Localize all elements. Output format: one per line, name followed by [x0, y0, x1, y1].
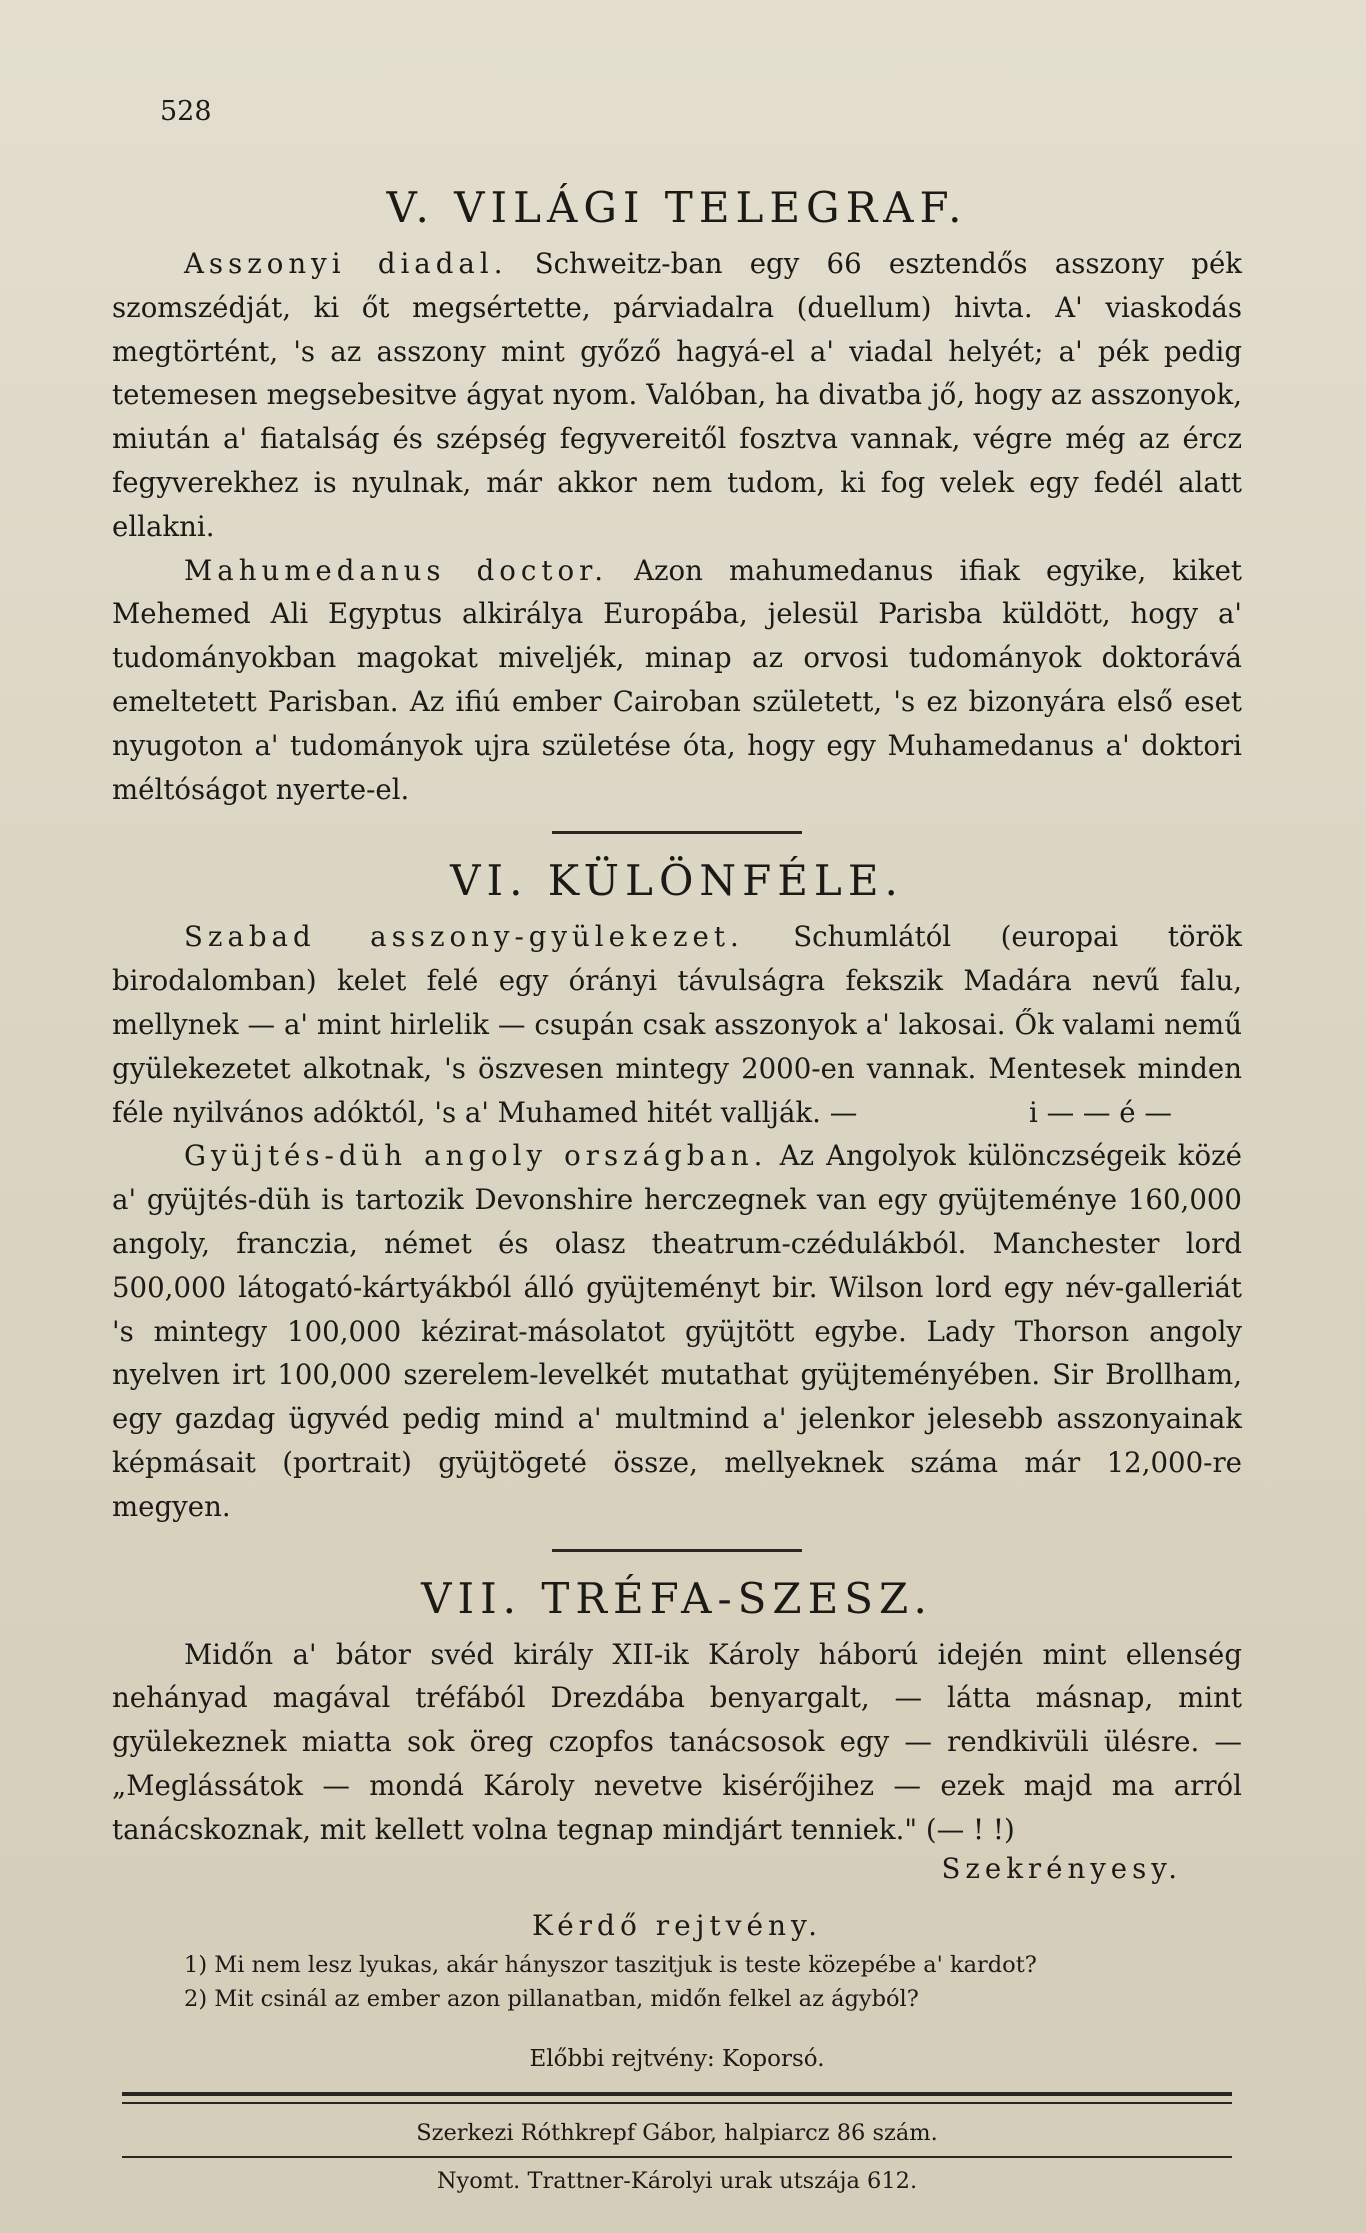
article-text: Midőn a' bátor svéd király XII-ik Károly háború idején mint ellenség nehányad magával tréfából Drezdába benyargalt, — látta másnap, mint gyülekeznek miatta sok öreg czopfos tanácsosok egy — rendkivüli ülésre. — „Meglássátok — mondá Károly nevetve kisérőjihez — ezek majd ma arról tanácskoznak, mit kellett volna tegnap mindjárt tenniek." (— ! !)	[112, 1637, 1242, 1846]
article-title: Asszonyi diadal.	[184, 247, 508, 280]
imprint-editor: Szerkezi Róthkrepf Gábor, halpiarcz 86 szám.	[416, 2119, 938, 2146]
riddle-item: 2) Mit csinál az ember azon pillanatban, midőn felkel az ágyból?	[184, 1985, 919, 2012]
article-trefa	[112, 1633, 1242, 1852]
article-mahumedanus-doctor	[112, 549, 1242, 812]
article-text: Schumlától (europai török birodalomban) kelet felé egy órányi távulságra fekszik Madára nevű falu, mellynek — a' mint hirlelik — csupán csak asszonyok a' lakosai. Ők valami nemű gyülekezetet alkotnak, 's öszvesen mintegy 2000-en vannak. Mentesek minden féle nyilvános adóktól, 's a' Muhamed hitét vallják. —	[112, 920, 1242, 1129]
previous-riddle-answer: Előbbi rejtvény: Koporsó.	[529, 2045, 825, 2072]
article-signature: i — — é —	[1028, 1095, 1172, 1129]
page-number: 528	[160, 96, 212, 127]
article-gyujtes-duh	[112, 1134, 1242, 1528]
section-heading-vi: VI. KÜLÖNFÉLE.	[450, 856, 904, 906]
riddle-item: 1) Mi nem lesz lyukas, akár hányszor taszitjuk is teste közepébe a' kardot?	[184, 1951, 1037, 1978]
article-text: Azon mahumedanus ifiak egyike, kiket Mehemed Ali Egyptus alkirálya Europába, jelesül Parisba küldött, hogy a' tudományokban magokat miveljék, minap az orvosi tudományok doktorává emeltetett Parisban. Az ifiú ember Cairoban született, 's ez bizonyára első eset nyugoton a' tudományok ujra születése óta, hogy egy Muhamedanus a' doktori méltóságot nyerte-el.	[112, 553, 1242, 806]
imprint	[112, 2114, 1242, 2200]
article-title: Gyüjtés-düh angoly országban.	[184, 1139, 768, 1173]
imprint-divider	[122, 2092, 1232, 2096]
riddle-list	[112, 1948, 1242, 2016]
article-text: Az Angolyok különczségeik közé a' gyüjtés-düh is tartozik Devonshire herczegnek van egy gyüjteménye 160,000 angoly, franczia, német és olasz theatrum-czédulákból. Manchester lord 500,000 látogató-kártyákból álló gyüjteményt bir. Wilson lord egy név-galleriát 's mintegy 100,000 kézirat-másolatot gyüjtött egybe. Lady Thorson angoly nyelven irt 100,000 szerelem-levelkét mutathat gyüjteményében. Sir Brollham, egy gazdag ügyvéd pedig mind a' multmind a' jelenkor jelesebb asszonyainak képmásait (portrait) gyüjtögeté össze, mellyeknek száma már 12,000-re megyen.	[112, 1139, 1242, 1523]
article-szabad-asszony-gyulekezet	[112, 915, 1242, 1134]
article-title: Szabad asszony-gyülekezet.	[184, 920, 744, 954]
article-title: Mahumedanus doctor.	[184, 553, 608, 587]
imprint-divider-thin	[122, 2102, 1232, 2104]
section-heading-v: V. VILÁGI TELEGRAF.	[386, 183, 968, 232]
article-text: Schweitz-ban egy 66 esztendős asszony pék szomszédját, ki őt megsértette, párviadalra (duellum) hivta. A' viaskodás megtörtént, 's az asszony mint győző hagyá-el a' viadal helyét; a' pék pedig tetemesen megsebesitve ágyat nyom. Valóban, ha divatba jő, hogy az asszonyok, miután a' fiatalság és szépség fegyvereitől fosztva vannak, végre még az ércz fegyverekhez is nyulnak, már akkor nem tudom, ki fog velek egy fedél alatt ellakni.	[112, 247, 1243, 543]
author-signature: Szekrényesy.	[941, 1851, 1182, 1885]
imprint-printer: Nyomt. Trattner-Károlyi urak utszája 612.	[436, 2167, 918, 2194]
section-divider	[552, 1549, 802, 1552]
section-heading-vii: VII. TRÉFA-SZESZ.	[421, 1573, 933, 1623]
imprint-separator	[122, 2156, 1232, 2158]
page-content	[112, 96, 1242, 2200]
article-asszonyi-diadal	[112, 242, 1242, 549]
section-divider	[552, 831, 802, 834]
riddle-heading: Kérdő rejtvény.	[531, 1908, 823, 1942]
